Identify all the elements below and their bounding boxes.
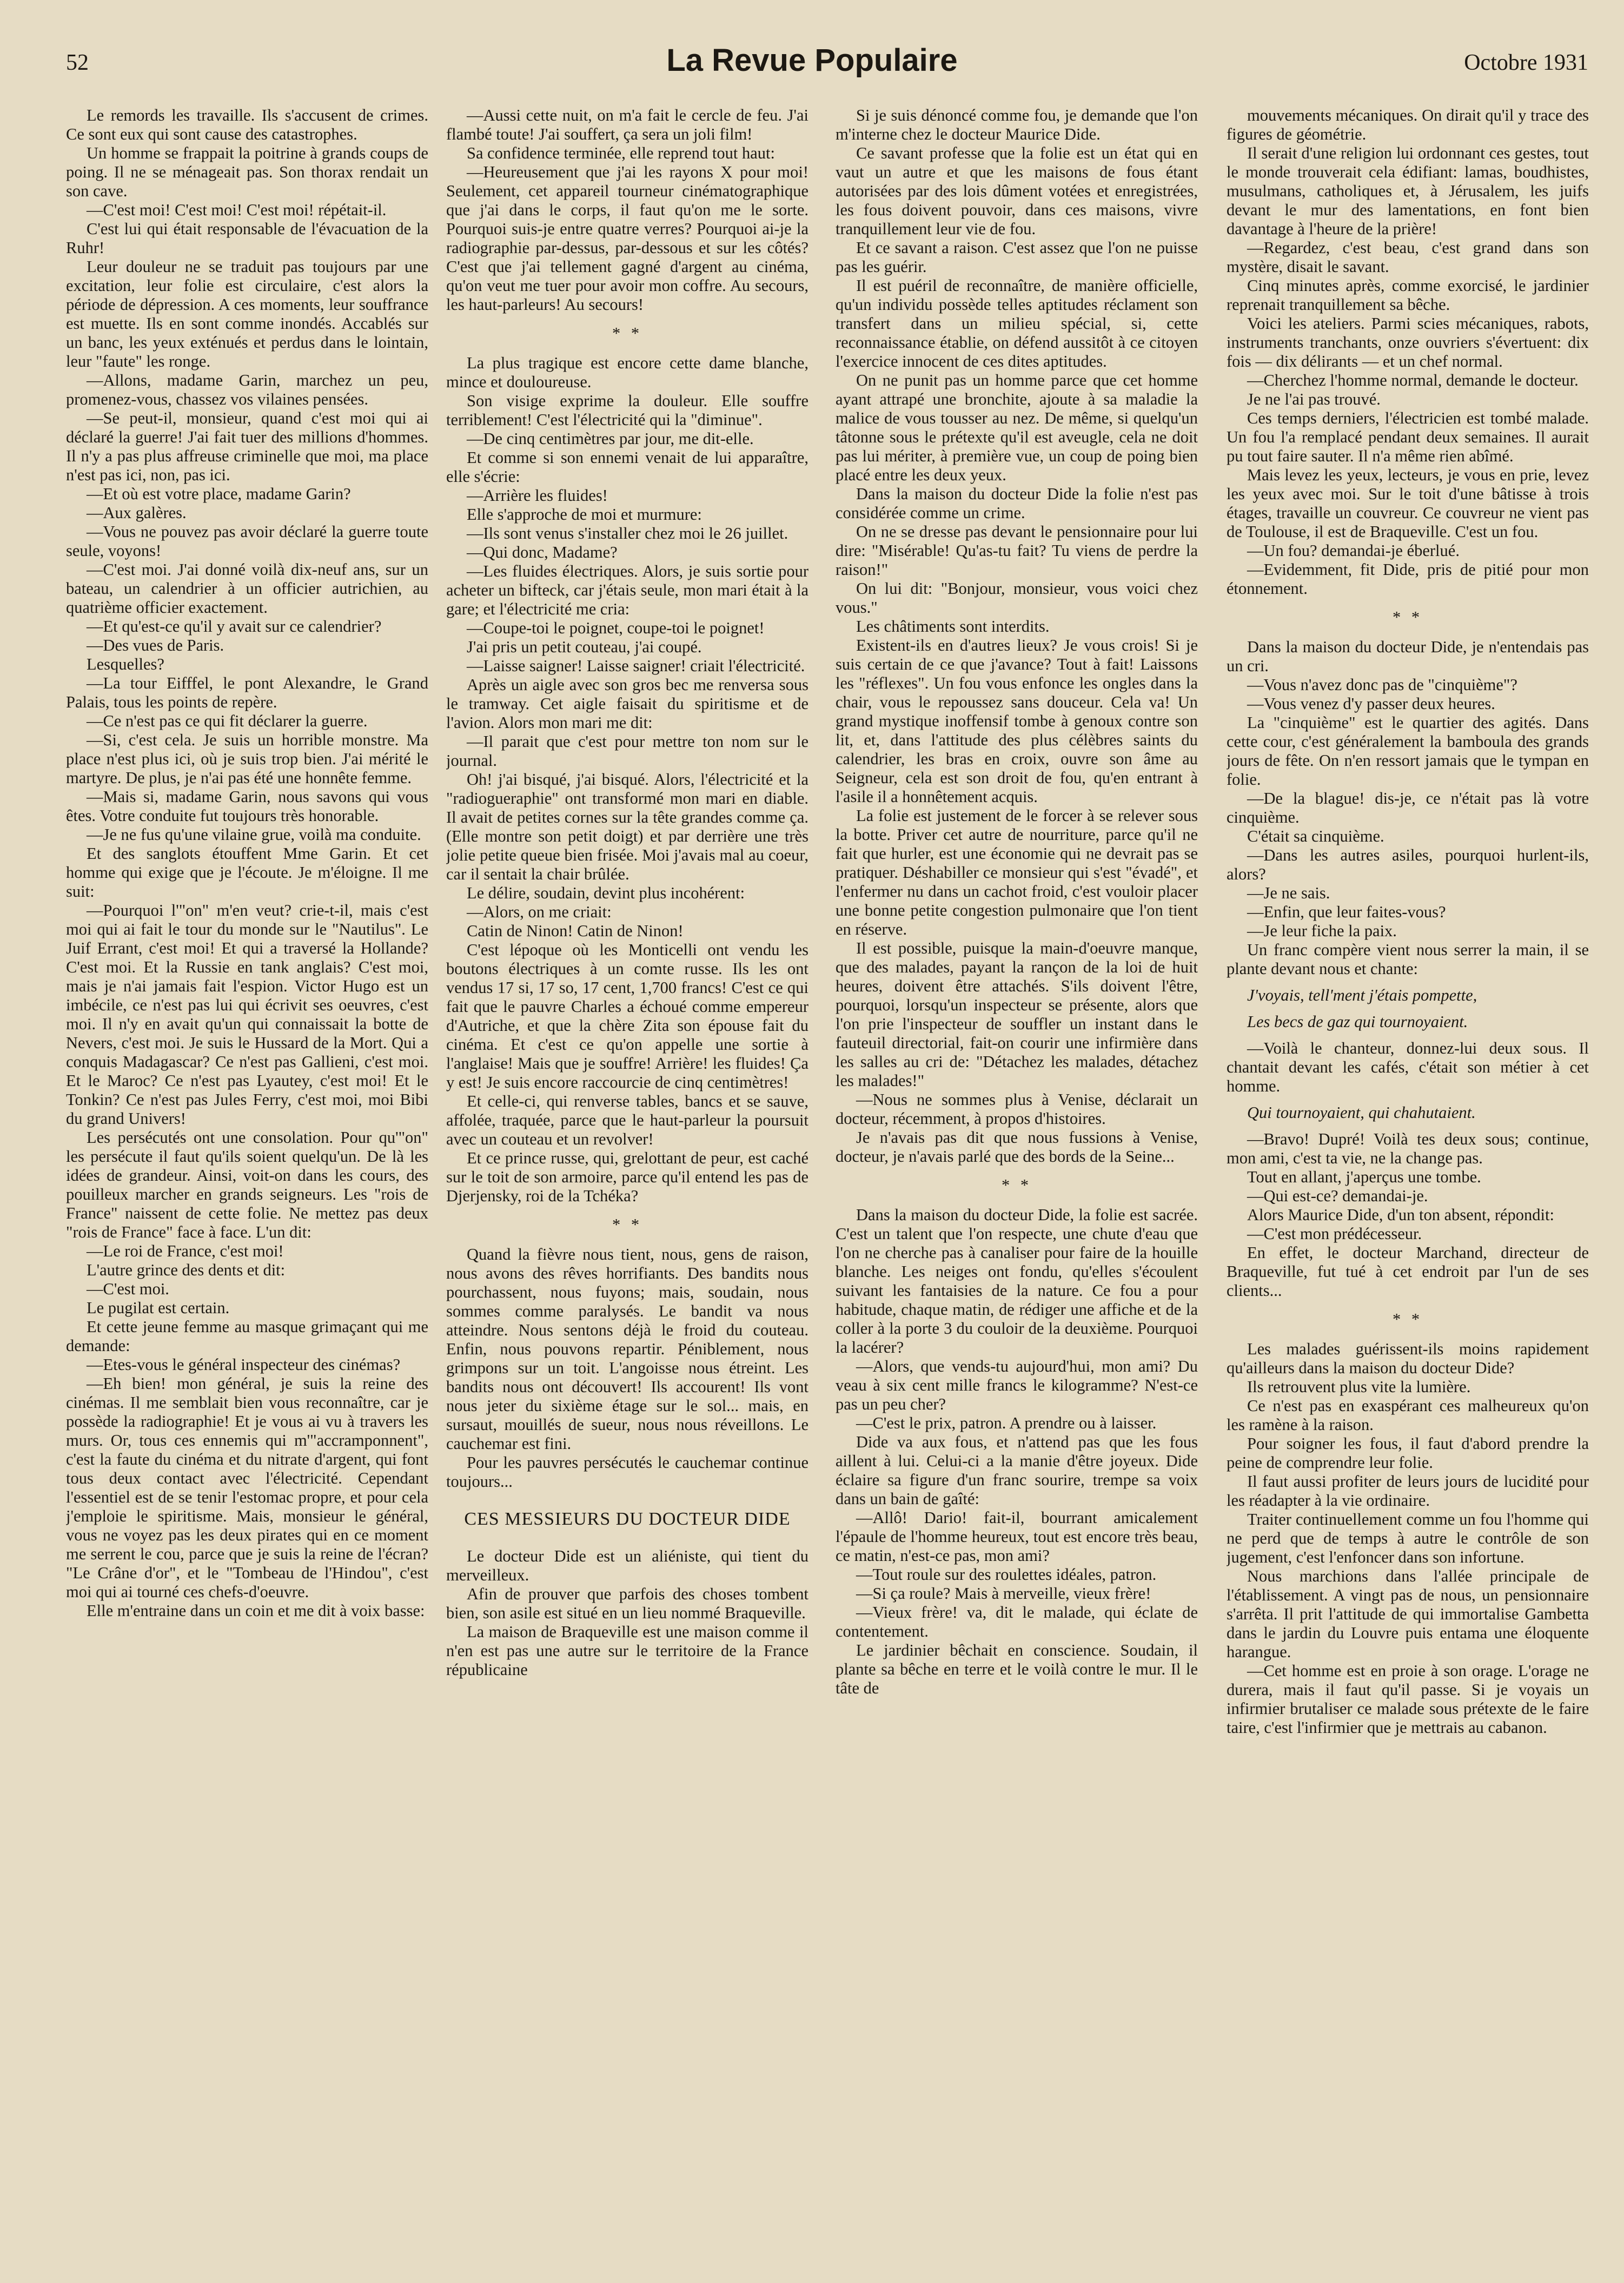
article-paragraph: —Vous ne pouvez pas avoir déclaré la guerre toute seule, voyons! bbox=[66, 522, 428, 560]
article-paragraph: —Aux galères. bbox=[87, 504, 187, 522]
article-paragraph: Un franc compère vient nous serrer la main, il se plante devant nous et chante: bbox=[1227, 941, 1589, 978]
article-paragraph: —Mais si, madame Garin, nous savons qui vous êtes. Votre conduite fut toujours très honorable. bbox=[66, 788, 428, 825]
article-paragraph: Et cette jeune femme au masque grimaçant qui me demande: bbox=[66, 1318, 428, 1355]
article-paragraph: Il faut aussi profiter de leurs jours de lucidité pour les réadapter à la vie ordinaire. bbox=[1227, 1472, 1589, 1510]
article-paragraph: —Enfin, que leur faites-vous? bbox=[1247, 903, 1446, 921]
article-paragraph: —Bravo! Dupré! Voilà tes deux sous; continue, mon ami, c'est ta vie, ne la change pas. bbox=[1227, 1130, 1589, 1167]
column-4 bbox=[1227, 106, 1589, 2264]
article-columns bbox=[0, 106, 1624, 2264]
article-paragraph: —Pourquoi l'"on" m'en veut? crie-t-il, mais c'est moi qui ai fait le tour du monde sur le "Nautilus". Le Juif Errant, c'est moi! Et qui a traversé la Hollande? C'est moi. Et la Russie en tank anglais? C'est moi, mais je n'ai jamais fait l'espion. Victor Hugo est un imbécile, ce n'est pas lui qui écrivit ses oeuvres, c'est moi. Il n'y en avait qu'un qui connaissait la botte de Nevers, c'est moi. Je suis le Hussard de la Mort. Qui a conquis Madagascar? Ce n'est pas Gallieni, c'est moi. Et le Maroc? Ce n'est pas Lyautey, c'est moi! Et le Tonkin? Ce n'est pas Jules Ferry, c'est moi, moi Bibi du grand Univers! bbox=[66, 901, 428, 1128]
article-paragraph: La folie est justement de le forcer à se relever sous la botte. Priver cet autre de nourriture, parce qu'il ne fait que hurler, est une économie qui ne devrait pas se pratiquer. Déshabiller ce monsieur qui s'est "évadé", et l'enfermer nu dans un cachot froid, c'est vouloir placer une bonne petite congestion pulmonaire que l'on tient en réserve. bbox=[836, 806, 1198, 938]
article-paragraph: Afin de prouver que parfois des choses tombent bien, son asile est situé en un lieu nommé Braqueville. bbox=[446, 1585, 808, 1622]
journal-title: La Revue Populaire bbox=[666, 43, 958, 78]
article-paragraph: —De la blague! dis-je, ce n'était pas là votre cinquième. bbox=[1227, 789, 1589, 826]
article-paragraph: —Voilà le chanteur, donnez-lui deux sous. Il chantait devant les cafés, c'était son métier à cet homme. bbox=[1227, 1039, 1589, 1095]
article-paragraph: —Se peut-il, monsieur, quand c'est moi qui ai déclaré la guerre! J'ai fait tuer des millions d'hommes. Il n'y a pas plus affreuse criminelle que moi, ma place n'est pas ici, non, pas ici. bbox=[66, 409, 428, 484]
article-paragraph: Pour les pauvres persécutés le cauchemar continue toujours... bbox=[446, 1453, 808, 1491]
article-paragraph: J'ai pris un petit couteau, j'ai coupé. bbox=[467, 638, 702, 656]
article-paragraph: —Vous venez d'y passer deux heures. bbox=[1247, 694, 1495, 713]
article-paragraph: On lui dit: "Bonjour, monsieur, vous voici chez vous." bbox=[836, 579, 1198, 617]
article-paragraph: Sa confidence terminée, elle reprend tout haut: bbox=[467, 144, 775, 162]
page-number: 52 bbox=[66, 50, 89, 75]
article-paragraph: —Laisse saigner! Laisse saigner! criait l'électricité. bbox=[467, 657, 805, 675]
song-verse: Les becs de gaz qui tournoyaient. bbox=[1247, 1013, 1468, 1031]
article-paragraph: Dans la maison du docteur Dide, la folie est sacrée. C'est un talent que l'on respecte, une chute d'eau que l'on ne cherche pas à canaliser pour faire de la houille blanche. Les neiges ont fondu, qu'elles s'écoulent suivant les fantaisies de la nature. Ce fou a pour habitude, chaque matin, de rédiger une affiche et de la coller à la porte 3 du couloir de la deuxième. Pourquoi la lacérer? bbox=[836, 1206, 1198, 1356]
article-paragraph: —Si ça roule? Mais à merveille, vieux frère! bbox=[856, 1584, 1151, 1603]
article-paragraph: —Allô! Dario! fait-il, bourrant amicalement l'épaule de l'homme heureux, tout est encore très beau, ce matin, n'est-ce pas, mon ami? bbox=[836, 1508, 1198, 1565]
article-paragraph: Traiter continuellement comme un fou l'homme qui ne perd que de temps à autre le contrôle de son jugement, c'est l'enfoncer dans son infortune. bbox=[1227, 1510, 1589, 1566]
article-paragraph: —Heureusement que j'ai les rayons X pour moi! Seulement, cet appareil tourneur cinématographique que j'ai dans le corps, il faut qu'on me le sorte. Pourquoi suis-je entre quatre verres? Pourquoi ai-je la radiographie par-dessus, par-dessous et sur les côtés? C'est que j'ai tellement gagné d'argent au cinéma, qu'on veut me tuer pour avoir mon coffre. Au secours, les haut-parleurs! Au secours! bbox=[446, 163, 808, 314]
article-paragraph: L'autre grince des dents et dit: bbox=[87, 1261, 286, 1279]
song-verse: Qui tournoyaient, qui chahutaient. bbox=[1247, 1103, 1476, 1122]
article-paragraph: —C'est mon prédécesseur. bbox=[1247, 1225, 1422, 1243]
issue-date: Octobre 1931 bbox=[1464, 50, 1588, 75]
article-paragraph: Le pugilat est certain. bbox=[87, 1299, 230, 1317]
article-paragraph: —Cet homme est en proie à son orage. L'orage ne durera, mais il faut qu'il passe. Si je voyais un infirmier brutaliser ce malade sous prétexte de le faire taire, c'est l'infirmier que je mettrais au cabanon. bbox=[1227, 1662, 1589, 1737]
article-paragraph: Le docteur Dide est un aliéniste, qui tient du merveilleux. bbox=[446, 1547, 808, 1584]
article-paragraph: Les persécutés ont une consolation. Pour qu'"on" les persécute il faut qu'ils soient quelqu'un. De là les idées de grandeur. Ainsi, voit-on dans les cours, des pouilleux marcher en grands seigneurs. Les "rois de France" naissent de cette folie. Ne mettez pas deux "rois de France" face à face. L'un dit: bbox=[66, 1128, 428, 1241]
article-paragraph: —Si, c'est cela. Je suis un horrible monstre. Ma place n'est plus ici, où je suis trop bien. J'ai mérité le martyre. De plus, je n'ai pas été une honnête femme. bbox=[66, 731, 428, 787]
article-paragraph: Voici les ateliers. Parmi scies mécaniques, rabots, instruments tranchants, onze ouvriers s'évertuent: dix fois — dix délirants — et un chef normal. bbox=[1227, 314, 1589, 370]
article-paragraph: Je ne l'ai pas trouvé. bbox=[1247, 390, 1381, 408]
article-paragraph: Il est puéril de reconnaître, de manière officielle, qu'un individu possède telles aptitudes réclament son transfert dans un milieu spécial, si, cette reconnaissance établie, on défend aussitôt à ce citoyen l'exercice innocent de ces dites aptitudes. bbox=[836, 276, 1198, 370]
article-paragraph: Quand la fièvre nous tient, nous, gens de raison, nous avons des rêves horrifiants. Des bandits nous pourchassent, nous fuyons; mais, soudain, nous sommes comme paralysés. Le bandit va nous atteindre. Nous sentons déjà le froid du couteau. Enfin, nous pouvons repartir. Péniblement, nous grimpons sur un toit. L'angoisse nous étreint. Les bandits nous ont découvert! Ils accourent! Ils vont nous jeter du sixième étage sur le sol... mais, en sursaut, mouillés de sueur, nous nous réveillons. Le cauchemar est fini. bbox=[446, 1245, 808, 1453]
article-paragraph: La "cinquième" est le quartier des agités. Dans cette cour, c'est généralement la bamboula des grands jours de fête. On n'en ressort jamais que le tympan en folie. bbox=[1227, 713, 1589, 789]
article-paragraph: —Qui est-ce? demandai-je. bbox=[1247, 1187, 1428, 1205]
section-separator: * * bbox=[1392, 608, 1423, 626]
article-paragraph: On ne punit pas un homme parce que cet homme ayant attrapé une bronchite, ajoute à sa maladie la malice de vous tousser au nez. De même, si quelqu'un tâtonne sous le prétexte qu'il est aveugle, cela ne doit pas lui mériter, à première vue, un coup de poing bien placé entre les deux yeux. bbox=[836, 371, 1198, 484]
article-paragraph: —Allons, madame Garin, marchez un peu, promenez-vous, chassez vos vilaines pensées. bbox=[66, 371, 428, 408]
article-paragraph: —Et où est votre place, madame Garin? bbox=[87, 485, 351, 503]
article-paragraph: Les malades guérissent-ils moins rapidement qu'ailleurs dans la maison du docteur Dide? bbox=[1227, 1340, 1589, 1377]
article-paragraph: Catin de Ninon! Catin de Ninon! bbox=[467, 922, 684, 940]
article-paragraph: C'était sa cinquième. bbox=[1247, 827, 1384, 845]
song-verse: J'voyais, tell'ment j'étais pompette, bbox=[1247, 986, 1477, 1004]
article-paragraph: —Ce n'est pas ce qui fit déclarer la guerre. bbox=[87, 712, 368, 730]
article-paragraph: mouvements mécaniques. On dirait qu'il y trace des figures de géométrie. bbox=[1227, 106, 1589, 143]
article-paragraph: —Je ne fus qu'une vilaine grue, voilà ma conduite. bbox=[87, 825, 421, 844]
article-paragraph: Cinq minutes après, comme exorcisé, le jardinier reprenait tranquillement sa bêche. bbox=[1227, 276, 1589, 314]
article-paragraph: —Il parait que c'est pour mettre ton nom sur le journal. bbox=[446, 732, 808, 770]
article-paragraph: —Vieux frère! va, dit le malade, qui éclate de contentement. bbox=[836, 1603, 1198, 1640]
article-paragraph: La plus tragique est encore cette dame blanche, mince et douloureuse. bbox=[446, 354, 808, 391]
article-paragraph: —Qui donc, Madame? bbox=[467, 543, 618, 561]
article-paragraph: Nous marchions dans l'allée principale de l'établissement. A vingt pas de nous, un pensionnaire s'arrêta. Il prit l'attitude de qui immortalise Gambetta dans le jardin du Louvre puis entama une éloquente harangue. bbox=[1227, 1567, 1589, 1661]
article-paragraph: —Eh bien! mon général, je suis la reine des cinémas. Il me semblait bien vous reconnaître, car je possède la radiographie! Et je vous ai vu à travers les murs. Or, tous ces ennemis qui m'"accramponnent", c'est la faute du cinéma et du nitrate d'argent, qui font tous deux contact avec l'électricité. Cependant l'essentiel est de se tenir l'estomac propre, et pour cela j'emploie le spiritisme. Mais, monsieur le général, vous ne voyez pas les deux pirates qui en ce moment me serrent le cou, parce que je suis la reine de l'écran? "Le Crâne d'or", et le "Tombeau de l'Hindou", c'est moi qui ai tourné ces chefs-d'oeuvre. bbox=[66, 1374, 428, 1601]
article-paragraph: —De cinq centimètres par jour, me dit-elle. bbox=[467, 429, 754, 448]
article-paragraph: Pour soigner les fous, il faut d'abord prendre la peine de comprendre leur folie. bbox=[1227, 1434, 1589, 1472]
article-paragraph: Existent-ils en d'autres lieux? Je vous crois! Si je suis certain de ce que j'avance? Tout à fait! Laissons les "réflexes". Un fou vous enfonce les ongles dans la chair, vous le repoussez sans douceur. Cela va! Un grand mystique inoffensif tombe à genoux contre son lit, et, dans l'attitude des plus célèbres saints du calendrier, les bras en croix, ouvre son âme au Seigneur, cela est son droit de fou, qu'en entrant à l'asile il a honnêtement acquis. bbox=[836, 636, 1198, 806]
article-paragraph: C'est lui qui était responsable de l'évacuation de la Ruhr! bbox=[66, 220, 428, 257]
article-paragraph: —Dans les autres asiles, pourquoi hurlent-ils, alors? bbox=[1227, 846, 1589, 883]
article-paragraph: —Arrière les fluides! bbox=[467, 486, 608, 505]
article-paragraph: En effet, le docteur Marchand, directeur de Braqueville, fut tué à cet endroit par l'un de ses clients... bbox=[1227, 1243, 1589, 1300]
article-paragraph: —C'est moi! C'est moi! C'est moi! répétait-il. bbox=[87, 201, 387, 219]
article-paragraph: —Et qu'est-ce qu'il y avait sur ce calendrier? bbox=[87, 617, 382, 636]
article-paragraph: Et des sanglots étouffent Mme Garin. Et cet homme qui exige que je l'écoute. Je m'éloigne. Il me suit: bbox=[66, 844, 428, 901]
article-paragraph: —Tout roule sur des roulettes idéales, patron. bbox=[856, 1565, 1157, 1584]
article-paragraph: —Ils sont venus s'installer chez moi le 26 juillet. bbox=[467, 524, 788, 542]
article-paragraph: —Aussi cette nuit, on m'a fait le cercle de feu. J'ai flambé toute! J'ai souffert, ça sera un joli film! bbox=[446, 106, 808, 143]
article-paragraph: Si je suis dénoncé comme fou, je demande que l'on m'interne chez le docteur Maurice Dide. bbox=[836, 106, 1198, 143]
section-heading: CES MESSIEURS DU DOCTEUR DIDE bbox=[464, 1509, 791, 1529]
article-paragraph: Alors Maurice Dide, d'un ton absent, répondit: bbox=[1247, 1206, 1554, 1224]
section-separator: * * bbox=[1001, 1176, 1032, 1194]
article-paragraph: —Le roi de France, c'est moi! bbox=[87, 1242, 284, 1260]
section-separator: * * bbox=[612, 324, 643, 342]
article-paragraph: Tout en allant, j'aperçus une tombe. bbox=[1247, 1168, 1481, 1186]
article-paragraph: Dans la maison du docteur Dide, je n'entendais pas un cri. bbox=[1227, 638, 1589, 675]
page-header bbox=[0, 0, 1624, 103]
section-separator: * * bbox=[612, 1215, 643, 1234]
section-separator: * * bbox=[1392, 1310, 1423, 1328]
article-paragraph: Ils retrouvent plus vite la lumière. bbox=[1247, 1378, 1471, 1396]
column-2 bbox=[446, 106, 808, 2264]
article-paragraph: Je n'avais pas dit que nous fussions à Venise, docteur, je n'avais parlé que des bords de la Seine... bbox=[836, 1128, 1198, 1166]
article-paragraph: Le délire, soudain, devint plus incohérent: bbox=[467, 884, 745, 902]
article-paragraph: —Cherchez l'homme normal, demande le docteur. bbox=[1247, 371, 1579, 389]
article-paragraph: Ce savant professe que la folie est un état qui en vaut un autre et que les maisons de fous étant autorisées par des lois dûment votées et enregistrées, les fous doivent pouvoir, dans ces maisons, vivre tranquillement leur vie de fou. bbox=[836, 144, 1198, 238]
article-paragraph: Et celle-ci, qui renverse tables, bancs et se sauve, affolée, traquée, parce que le haut-parleur la poursuit avec un couteau et un revolver! bbox=[446, 1092, 808, 1148]
article-paragraph: —Les fluides électriques. Alors, je suis sortie pour acheter un bifteck, car j'étais seule, mon mari était à la gare; et l'électricité me cria: bbox=[446, 562, 808, 618]
article-paragraph: Mais levez les yeux, lecteurs, je vous en prie, levez les yeux avec moi. Sur le toit d'une bâtisse à trois étages, travaille un couvreur. Ce couvreur ne vient pas de Toulouse, il est de Braqueville. C'est un fou. bbox=[1227, 466, 1589, 541]
article-paragraph: —C'est moi. J'ai donné voilà dix-neuf ans, sur un bateau, un calendrier à un officier autrichien, au quatrième officier exactement. bbox=[66, 560, 428, 617]
article-paragraph: —Alors, que vends-tu aujourd'hui, mon ami? Du veau à six cent mille francs le kilogramme? N'est-ce pas un peu cher? bbox=[836, 1357, 1198, 1413]
article-paragraph: Il serait d'une religion lui ordonnant ces gestes, tout le monde trouverait cela édifiant: lamas, boudhistes, musulmans, catholiques et, à Jérusalem, les juifs devant le mur des lamentations, en font bien davantage à l'heure de la prière! bbox=[1227, 144, 1589, 238]
article-paragraph: On ne se dresse pas devant le pensionnaire pour lui dire: "Misérable! Qu'as-tu fait? Tu viens de perdre la raison!" bbox=[836, 522, 1198, 579]
article-paragraph: Lesquelles? bbox=[87, 655, 164, 673]
article-paragraph: Leur douleur ne se traduit pas toujours par une excitation, leur folie est circulaire, c'est alors la période de dépression. A ces moments, leur souffrance est muette. Ils en sont comme inondés. Accablés sur un banc, les yeux exténués et perdus dans le lointain, leur "faute" les ronge. bbox=[66, 257, 428, 370]
article-paragraph: Dans la maison du docteur Dide la folie n'est pas considérée comme un crime. bbox=[836, 485, 1198, 522]
article-paragraph: Son visige exprime la douleur. Elle souffre terriblement! C'est l'électricité qui la "diminue". bbox=[446, 392, 808, 429]
article-paragraph: —Coupe-toi le poignet, coupe-toi le poignet! bbox=[467, 619, 765, 637]
article-paragraph: Le remords les travaille. Ils s'accusent de crimes. Ce sont eux qui sont cause des catastrophes. bbox=[66, 106, 428, 143]
article-paragraph: —Alors, on me criait: bbox=[467, 903, 612, 921]
article-paragraph: Ces temps derniers, l'électricien est tombé malade. Un fou l'a remplacé pendant deux semaines. Il aurait pu tout faire sauter. Il n'a même rien abîmé. bbox=[1227, 409, 1589, 465]
article-paragraph: Ce n'est pas en exaspérant ces malheureux qu'on les ramène à la raison. bbox=[1227, 1397, 1589, 1434]
article-paragraph: Les châtiments sont interdits. bbox=[856, 617, 1050, 636]
article-paragraph: Elle m'entraine dans un coin et me dit à voix basse: bbox=[87, 1602, 425, 1620]
article-paragraph: —La tour Eifffel, le pont Alexandre, le Grand Palais, tous les points de repère. bbox=[66, 674, 428, 711]
article-paragraph: Après un aigle avec son gros bec me renversa sous le tramway. Cet aigle faisait du spiritisme et de l'avion. Alors mon mari me dit: bbox=[446, 676, 808, 732]
article-paragraph: Il est possible, puisque la main-d'oeuvre manque, que des malades, payant la rançon de la loi de huit heures, doivent être attachés. S'ils doivent l'être, pourquoi, lorsqu'un inspecteur se présente, alors que l'on prie l'inspecteur de souffler un instant dans le fauteuil directorial, fait-on courir une infirmière dans les salles au cri de: "Détachez les malades, détachez les malades!" bbox=[836, 939, 1198, 1090]
article-paragraph: —Un fou? demandai-je éberlué. bbox=[1247, 541, 1460, 560]
article-paragraph: —Vous n'avez donc pas de "cinquième"? bbox=[1247, 676, 1517, 694]
column-3 bbox=[836, 106, 1198, 2264]
article-paragraph: Le jardinier bêchait en conscience. Soudain, il plante sa bêche en terre et le voilà contre le mur. Il le tâte de bbox=[836, 1641, 1198, 1697]
article-paragraph: Et ce prince russe, qui, grelottant de peur, est caché sur le toit de son armoire, parce qu'il entend les pas de Djerjensky, roi de la Tchéka? bbox=[446, 1149, 808, 1205]
column-1 bbox=[66, 106, 428, 2264]
article-paragraph: C'est lépoque où les Monticelli ont vendu les boutons électriques à un comte russe. Ils les ont vendus 17 si, 17 so, 17 cent, 1,700 francs! C'est ce qui fait que le pauvre Charles a échoué comme empereur d'Autriche, et que la chère Zita son épouse fait du cinéma. Et c'est ce qu'on appelle une sortie à l'anglaise! Mais que je souffre! Arrière! les fluides! Ça y est! Je suis encore raccourcie de cinq centimètres! bbox=[446, 941, 808, 1091]
article-paragraph: —Des vues de Paris. bbox=[87, 636, 224, 654]
article-paragraph: —Evidemment, fit Dide, pris de pitié pour mon étonnement. bbox=[1227, 560, 1589, 598]
article-paragraph: Et ce savant a raison. C'est assez que l'on ne puisse pas les guérir. bbox=[836, 239, 1198, 276]
article-paragraph: Elle s'approche de moi et murmure: bbox=[467, 505, 702, 524]
article-paragraph: Et comme si son ennemi venait de lui apparaître, elle s'écrie: bbox=[446, 448, 808, 486]
article-paragraph: Un homme se frappait la poitrine à grands coups de poing. Il ne se ménageait pas. Son thorax rendait un son cave. bbox=[66, 144, 428, 200]
article-paragraph: —Regardez, c'est beau, c'est grand dans son mystère, disait le savant. bbox=[1227, 239, 1589, 276]
article-paragraph: —Je ne sais. bbox=[1247, 884, 1330, 902]
article-paragraph: —Etes-vous le général inspecteur des cinémas? bbox=[87, 1355, 401, 1374]
article-paragraph: —C'est moi. bbox=[87, 1280, 169, 1298]
article-paragraph: —C'est le prix, patron. A prendre ou à laisser. bbox=[856, 1414, 1157, 1432]
article-paragraph: —Nous ne sommes plus à Venise, déclarait un docteur, récemment, à propos d'histoires. bbox=[836, 1090, 1198, 1128]
article-paragraph: Oh! j'ai bisqué, j'ai bisqué. Alors, l'électricité et la "radiogueraphie" ont transformé mon mari en diable. Il avait de petites cornes sur la tête grandes comme ça. (Elle montre son petit doigt) et par derrière une très jolie petite queue bien frisée. Moi j'avais mal au coeur, car il sentait la chair brûlée. bbox=[446, 770, 808, 883]
article-paragraph: Dide va aux fous, et n'attend pas que les fous aillent à lui. Celui-ci a la manie d'être joyeux. Dide éclaire sa figure d'un franc sourire, trempe sa voix dans un bain de gaîté: bbox=[836, 1433, 1198, 1508]
article-paragraph: La maison de Braqueville est une maison comme il n'en est pas une autre sur le territoire de la France républicaine bbox=[446, 1623, 808, 1679]
article-paragraph: —Je leur fiche la paix. bbox=[1247, 922, 1397, 940]
